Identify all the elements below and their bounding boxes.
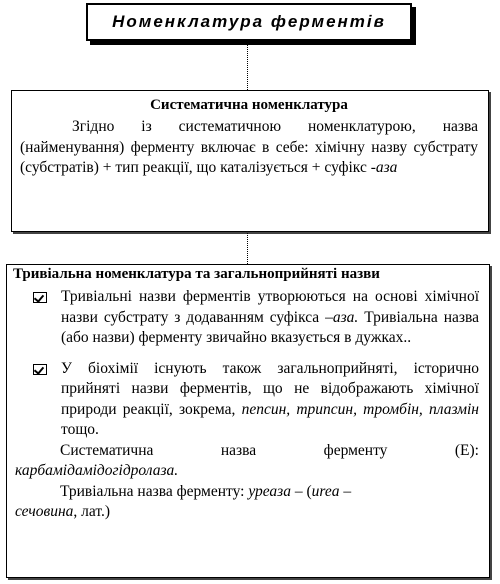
systematic-body-text: Згідно із систематичною номенклатурою, назва (найменування) ферменту включає в себе: хімічну назву субстрату (субстратів) + тип реакції, що каталізується + суфікс	[20, 118, 478, 176]
title-box	[86, 3, 412, 41]
trivial-item-1-text	[61, 287, 479, 349]
connector-title-to-systematic	[247, 44, 248, 90]
item-2-enzyme-list: пепсин, трипсин, тромбін, плазмін	[241, 400, 479, 418]
connector-systematic-to-trivial	[247, 233, 248, 264]
trivial-example-dash-2: –	[339, 482, 352, 500]
systematic-example-value-line	[15, 461, 479, 482]
trivial-example-translation: сечовина	[15, 503, 74, 520]
trivial-example-latin: urea	[311, 482, 340, 500]
systematic-example-line	[15, 441, 479, 462]
trivial-heading: Тривіальна номенклатура та загальноприйняті назви	[13, 266, 380, 282]
systematic-body	[20, 117, 478, 179]
checkbox-checked-icon	[33, 292, 47, 303]
item-2-text-b: тощо.	[61, 421, 99, 438]
item-1-text-b: Тривіальна назва (або назви) ферменту звичайно вказується в дужках..	[61, 308, 479, 346]
systematic-suffix: -аза	[370, 159, 398, 176]
trivial-item-2	[15, 359, 479, 441]
checkbox-checked-icon	[33, 364, 47, 375]
systematic-example-word-1: Систематична	[60, 441, 154, 459]
item-2-text-a: У біохімії існують також загальноприйняті, історично прийняті назви ферментів, що не відображають хімічної природи реакції, зокрема,	[61, 359, 479, 418]
trivial-example-name: уреаза	[248, 482, 291, 500]
systematic-box	[11, 90, 489, 232]
trivial-item-1	[15, 287, 479, 349]
systematic-example-word-3: ферменту	[323, 441, 388, 459]
trivial-example-tail: , лат.)	[73, 503, 111, 520]
trivial-example-translation-line	[15, 502, 479, 523]
trivial-example-label: Тривіальна назва ферменту:	[60, 482, 249, 500]
trivial-box	[6, 264, 490, 578]
item-1-suffix: –аза.	[325, 308, 359, 326]
systematic-heading: Систематична номенклатура	[150, 97, 348, 113]
trivial-example-line	[15, 482, 479, 503]
trivial-example-dash: – (	[290, 482, 312, 500]
item-1-text-a: Тривіальні назви ферментів утворюються на основі хімічної назви субстрату з додаванням суфікса	[61, 288, 479, 326]
systematic-example-word-4: (Е):	[454, 441, 479, 459]
systematic-example-value: карбамідамідогідролаза.	[15, 462, 179, 479]
diagram-title: Номенклатура ферментів	[112, 12, 386, 31]
systematic-example-word-2: назва	[220, 441, 257, 459]
trivial-item-2-text	[61, 359, 479, 441]
